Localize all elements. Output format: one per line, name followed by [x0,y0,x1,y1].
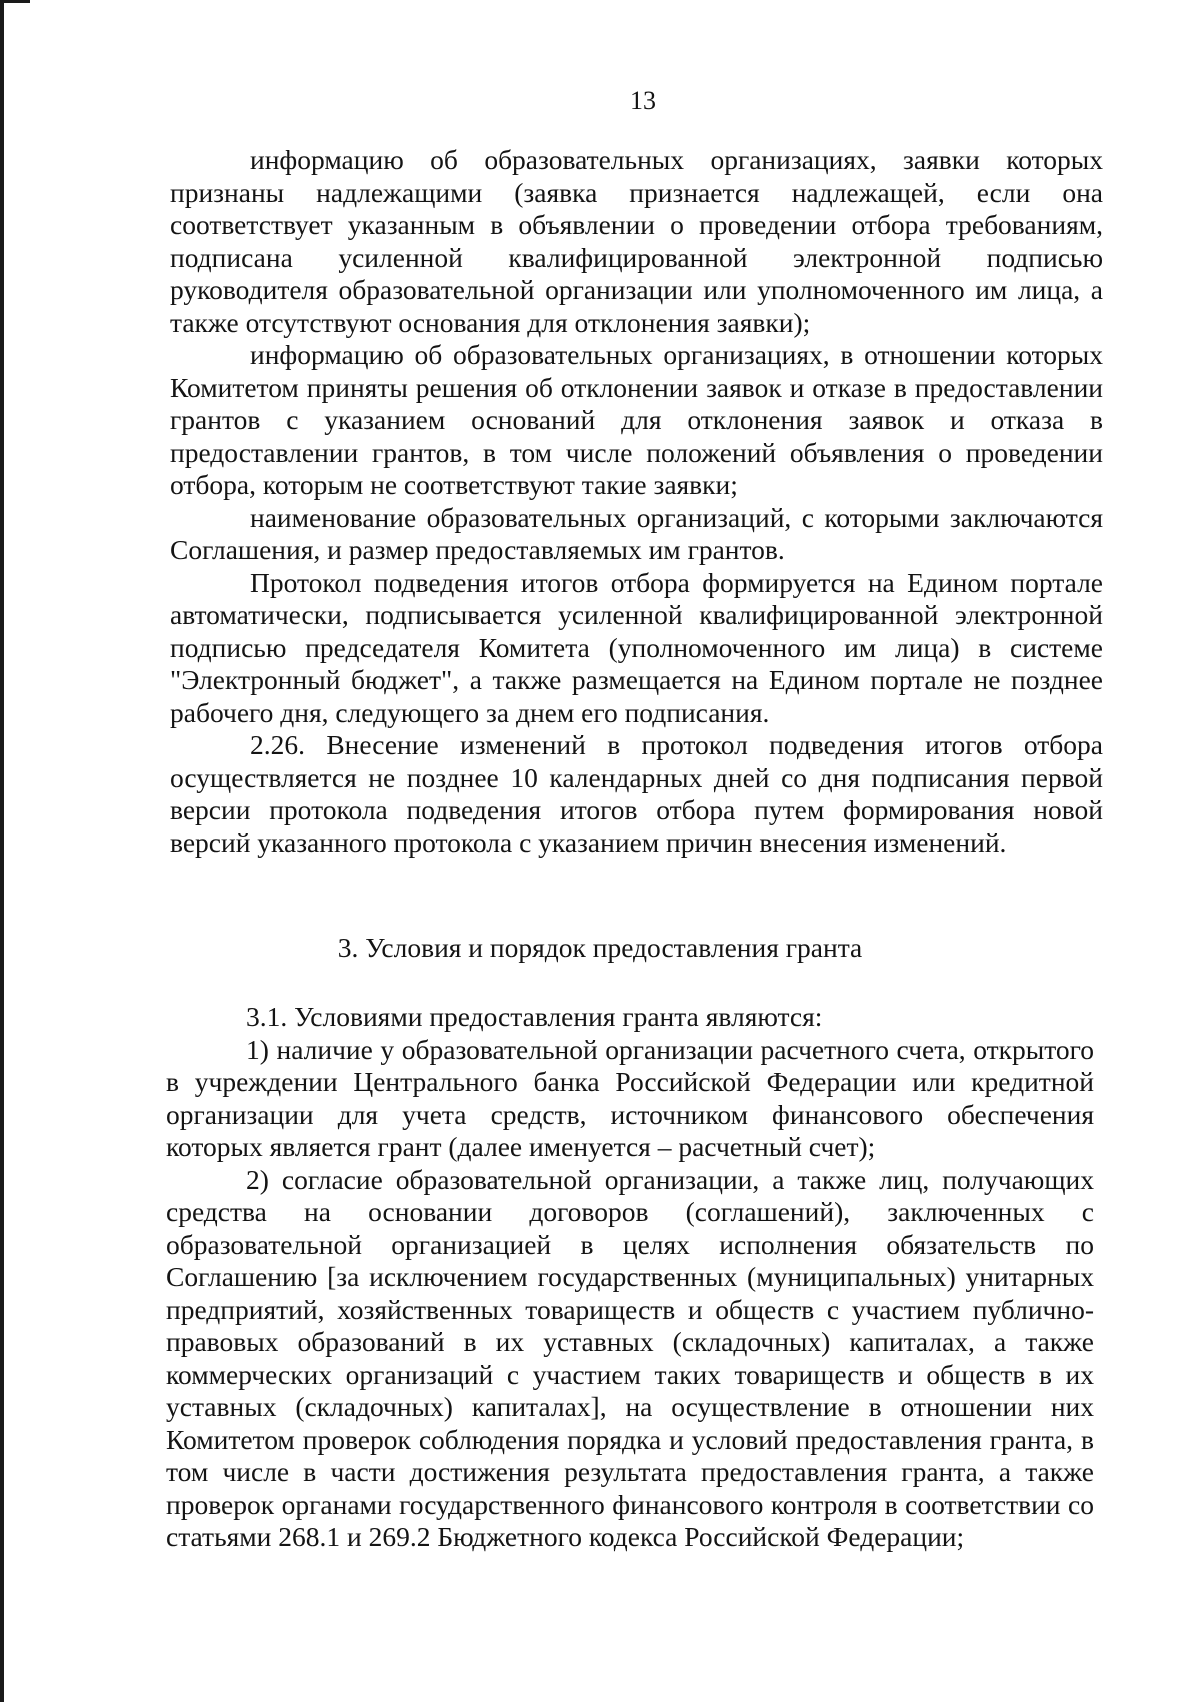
paragraph-approved-applications: информацию об образовательных организациях, заявки которых признаны надлежащими (заявка признается надлежащей, если она соответствует указанным в объявлении о проведении отбора требованиям, подписана усиленной квалифицированной электронной подписью руководителя образовательной организации или уполномоченного им лица, а также отсутствуют основания для отклонения заявки); [170,144,1103,338]
scan-border-left [0,0,4,1702]
paragraph-2-26: 2.26. Внесение изменений в протокол подведения итогов отбора осуществляется не позднее 10 календарных дней со дня подписания первой версии протокола подведения итогов отбора путем формирования новой версий указанного протокола с указанием причин внесения изменений. [170,729,1103,858]
paragraph-rejected-applications: информацию об образовательных организациях, в отношении которых Комитетом приняты решения об отклонении заявок и отказе в предоставлении грантов с указанием оснований для отклонения заявок и отказа в предоставлении грантов, в том числе положений объявления о проведении отбора, которым не соответствуют такие заявки; [170,339,1103,500]
scan-border-top [0,0,30,3]
section-heading: 3. Условия и порядок предоставления гранта [337,932,863,963]
paragraph-condition-1: 1) наличие у образовательной организации расчетного счета, открытого в учреждении Центрального банка Российской Федерации или кредитной организации для учета средств, источником финансового обеспечения которых является грант (далее именуется – расчетный счет); [166,1033,1094,1162]
paragraph-protocol-formation: Протокол подведения итогов отбора формируется на Едином портале автоматически, подписывается усиленной квалифицированной электронной подписью председателя Комитета (уполномоченного им лица) в системе "Электронный бюджет", а также размещается на Едином портале не позднее рабочего дня, следующего за днем его подписания. [170,566,1103,728]
paragraph-3-1: 3.1. Условиями предоставления гранта являются: [246,1001,823,1032]
paragraph-condition-2: 2) согласие образовательной организации, а также лиц, получающих средства на основании договоров (соглашений), заключенных с образовательной организацией в целях исполнения обязательств по Соглашению [за исключением государственных (муниципальных) унитарных предприятий, хозяйственных товариществ и обществ с участием публично-правовых образований в их уставных (складочных) капиталах, а также коммерческих организаций с участием таких товариществ и обществ в их уставных (складочных) капиталах], на осуществление в отношении них Комитетом проверок соблюдения порядка и условий предоставления гранта, в том числе в части достижения результата предоставления гранта, а также проверок органами государственного финансового контроля в соответствии со статьями 268.1 и 269.2 Бюджетного кодекса Российской Федерации; [166,1163,1094,1552]
paragraph-organization-names: наименование образовательных организаций, с которыми заключаются Соглашения, и размер предоставляемых им грантов. [170,501,1103,565]
text-block-lower [166,1001,1094,1554]
text-block-upper [170,144,1103,859]
page-number: 13 [630,86,656,115]
